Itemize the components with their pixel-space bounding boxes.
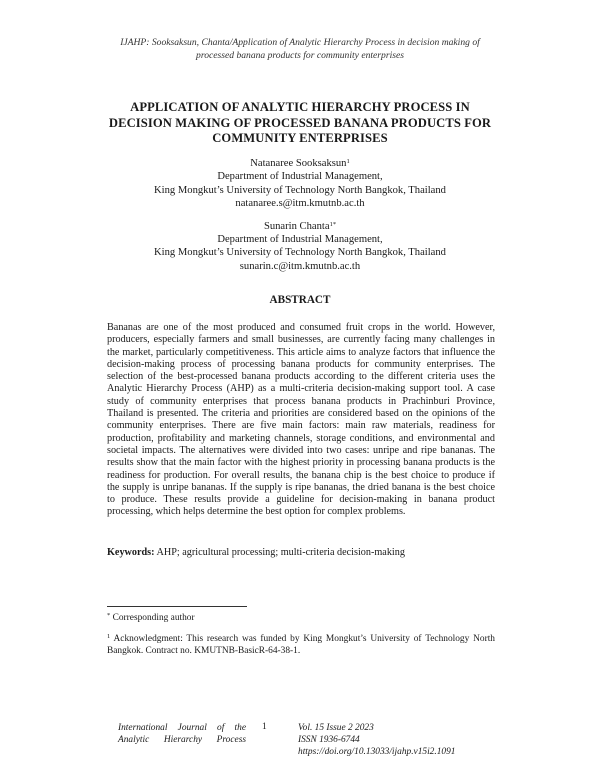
page-number: 1 [262, 722, 267, 732]
author-2-mark: 1* [329, 220, 337, 228]
footer-journal [118, 722, 246, 746]
title-line-1: APPLICATION OF ANALYTIC HIERARCHY PROCESS IN [130, 100, 470, 114]
footer-journal-line-1: International Journal of the [118, 723, 246, 733]
author-1 [80, 157, 520, 211]
author-1-department: Department of Industrial Management, [217, 171, 383, 183]
author-1-mark: 1 [346, 158, 350, 165]
footnote-divider [107, 606, 247, 607]
title-line-2: DECISION MAKING OF PROCESSED BANANA PRODUCTS FOR [108, 115, 492, 130]
author-2 [80, 220, 520, 274]
author-1-email[interactable]: natanaree.s@itm.kmutnb.ac.th [235, 198, 365, 210]
footnote-2-text: Acknowledgment: This research was funded by King Mongkut’s University of Technology North Bangkok. Contract no. KMUTNB-BasicR-64-38-1. [107, 633, 495, 656]
author-2-university: King Mongkut’s University of Technology North Bangkok, Thailand [154, 247, 446, 259]
footnote-corresponding [107, 612, 495, 625]
author-2-department: Department of Industrial Management, [217, 234, 383, 246]
title-line-3: COMMUNITY ENTERPRISES [212, 131, 388, 145]
footer-publication-info [298, 722, 498, 758]
footnote-2-mark: 1 [107, 632, 111, 640]
footer-volume: Vol. 15 Issue 2 2023 [298, 723, 374, 733]
author-1-name-line [80, 157, 520, 170]
author-1-university: King Mongkut’s University of Technology North Bangkok, Thailand [154, 184, 446, 196]
keywords [107, 546, 495, 559]
author-2-email[interactable]: sunarin.c@itm.kmutnb.ac.th [239, 260, 361, 272]
keywords-text: AHP; agricultural processing; multi-criteria decision-making [154, 547, 405, 558]
footnotes [107, 612, 495, 666]
author-list [80, 157, 520, 282]
paper-title [80, 100, 520, 147]
author-1-name: Natanaree Sooksaksun [250, 158, 347, 169]
running-head [90, 36, 510, 62]
running-head-line-2: processed banana products for community enterprises [196, 50, 404, 61]
footnote-acknowledgment [107, 633, 495, 658]
footer-issn: ISSN 1936-6744 [298, 735, 360, 745]
author-2-name: Sunarin Chanta [263, 220, 330, 232]
footnote-1-text: Corresponding author [110, 613, 195, 623]
footer-doi-link[interactable]: https://doi.org/10.13033/ijahp.v15i2.1091 [298, 747, 456, 757]
abstract-text: Bananas are one of the most produced and consumed fruit crops in the world. However, producers, especially farmers and small businesses, are currently facing many challenges in the market, particularly competitiveness. This article aims to analyze factors that influence the decision-making process of processing banana products for community enterprises. The selection of the best-processed banana products according to the different criteria uses the Analytic Hierarchy Process (AHP) as a multi-criteria decision-making support tool. A case study of community enterprises that process banana products in Prachinburi Province, Thailand is presented. The criteria and priorities are considered based on the opinions of the community enterprises. There are five main factors: main raw materials, readiness for production, profitability and marketing channels, storage conditions, and environmental and societal impacts. The alternatives were divided into two cases: unripe and ripe bananas. The results show that the main factor with the highest priority in processing banana products is the readiness for production. For overall results, the banana chip is the best choice to produce if the supply is unripe bananas. If the supply is ripe bananas, the dried banana is the best choice to produce. These results provide a guideline for decision-making in banana product processing, which helps determine the best option for complex problems. [107, 322, 495, 518]
abstract-heading: ABSTRACT [269, 294, 331, 306]
author-2-name-line [80, 220, 520, 233]
footnote-1-mark: * [107, 612, 111, 619]
running-head-line-1: IJAHP: Sooksaksun, Chanta/Application of Analytic Hierarchy Process in decision making of [120, 37, 480, 48]
footer-journal-line-2: Analytic Hierarchy Process [118, 735, 246, 745]
keywords-label: Keywords: [107, 547, 155, 558]
